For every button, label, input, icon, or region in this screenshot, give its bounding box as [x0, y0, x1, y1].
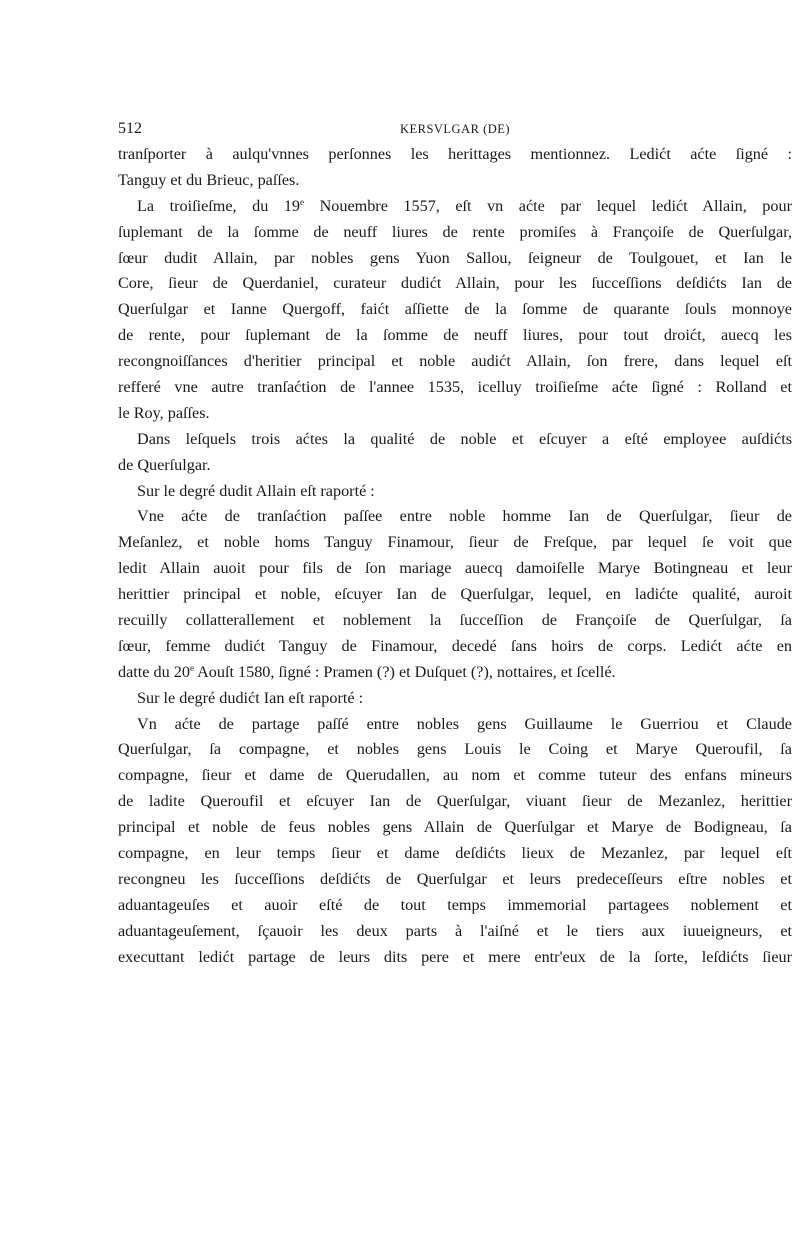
paragraph-first-line: La troiſieſme, du 19e Nouembre 1557, eſt vn aćte par lequel ledićt Allain, pour — [137, 196, 792, 215]
ordinal-superscript: e — [300, 196, 305, 207]
text-line: aduantageuſement, ſçauoir les deux parts à l'aiſné et le tiers aux iuueigneurs, et — [118, 921, 792, 940]
text-line: refferé vne autre tranſaćtion de l'annee 1535, icelluy troiſieſme aćte ſigné : Rolland et — [118, 378, 792, 397]
text-line: compagne, ſieur et dame de Querudallen, au nom et comme tuteur des enfans mineurs — [118, 766, 792, 785]
document-page — [118, 116, 792, 971]
paragraph-first-line: Vn aćte de partage paſſé entre nobles gens Guillaume le Guerriou et Claude — [137, 714, 792, 733]
text-line: ſuplemant de la ſomme de neuff liures de rente promiſes à Françoiſe de Querſulgar, — [118, 222, 792, 241]
text-line: compagne, en leur temps ſieur et dame deſdićts lieux de Mezanlez, par lequel eſt — [118, 844, 792, 863]
text-line: de rente, pour ſuplemant de la ſomme de neuff liures, pour tout droićt, auecq les — [118, 326, 792, 345]
text-line: principal et noble de feus nobles gens Allain de Querſulgar et Marye de Bodigneau, ſa — [118, 818, 792, 837]
text-line: datte du 20e Aouſt 1580, ſigné : Pramen (?) et Duſquet (?), nottaires, et ſcellé. — [118, 662, 616, 681]
text-line: tranſporter à aulqu'vnnes perſonnes les herittages mentionnez. Ledićt aćte ſigné : — [118, 145, 792, 163]
text-line: executtant ledićt partage de leurs dits pere et mere entr'eux de la ſorte, leſdićts ſieur — [118, 947, 792, 966]
paragraph-first-line: Sur le degré dudićt Ian eſt raporté : — [137, 688, 364, 707]
running-title: KERSVLGAR (DE) — [399, 122, 511, 136]
text-line: Querſulgar, ſa compagne, et nobles gens Louis le Coing et Marye Queroufil, ſa — [118, 740, 792, 759]
text-line: le Roy, paſſes. — [118, 403, 210, 422]
text-line: Tanguy et du Brieuc, paſſes. — [118, 170, 300, 189]
ordinal-superscript: e — [189, 662, 194, 673]
text-line: recongneu les ſucceſſions deſdićts de Querſulgar et leurs predeceſſeurs eſtre nobles et — [118, 869, 792, 888]
text-line: ſœur dudit Allain, par nobles gens Yuon Sallou, ſeigneur de Toulgouet, et Ian le — [118, 248, 792, 267]
page-number: 512 — [118, 120, 142, 137]
body-text — [118, 142, 792, 971]
text-line: ſœur, femme dudićt Tanguy de Finamour, decedé ſans hoirs de corps. Ledićt aćte en — [118, 636, 792, 655]
text-line: Core, ſieur de Querdaniel, curateur dudićt Allain, pour les ſucceſſions deſdićts Ian de — [118, 274, 792, 293]
running-head — [118, 116, 792, 142]
text-line: aduantageuſes et auoir eſté de tout temps immemorial partagees noblement et — [118, 895, 792, 914]
text-line: ledit Allain auoit pour fils de ſon mariage auecq damoiſelle Marye Botingneau et leur — [118, 559, 792, 578]
paragraph-first-line: Dans leſquels trois aćtes la qualité de noble et eſcuyer a eſté employee auſdićts — [137, 429, 792, 448]
text-line: Meſanlez, et noble homs Tanguy Finamour, ſieur de Freſque, par lequel ſe voit que — [118, 533, 792, 552]
text-line: herittier principal et noble, eſcuyer Ian de Querſulgar, lequel, en ladićte qualité, auroit — [118, 585, 792, 604]
text-line: de Querſulgar. — [118, 455, 211, 474]
paragraph-first-line: Vne aćte de tranſaćtion paſſee entre noble homme Ian de Querſulgar, ſieur de — [137, 507, 792, 526]
text-line: recongnoiſſances d'heritier principal et noble audićt Allain, ſon frere, dans lequel eſt — [118, 352, 792, 371]
text-line: recuilly collatterallement et noblement la ſucceſſion de Françoiſe de Querſulgar, ſa — [118, 611, 792, 630]
text-line: Querſulgar et Ianne Quergoff, faićt aſſiette de la ſomme de quarante ſouls monnoye — [118, 300, 792, 319]
paragraph-first-line: Sur le degré dudit Allain eſt raporté : — [137, 481, 375, 500]
text-line: de ladite Queroufil et eſcuyer Ian de Querſulgar, viuant ſieur de Mezanlez, herittier — [118, 792, 792, 811]
